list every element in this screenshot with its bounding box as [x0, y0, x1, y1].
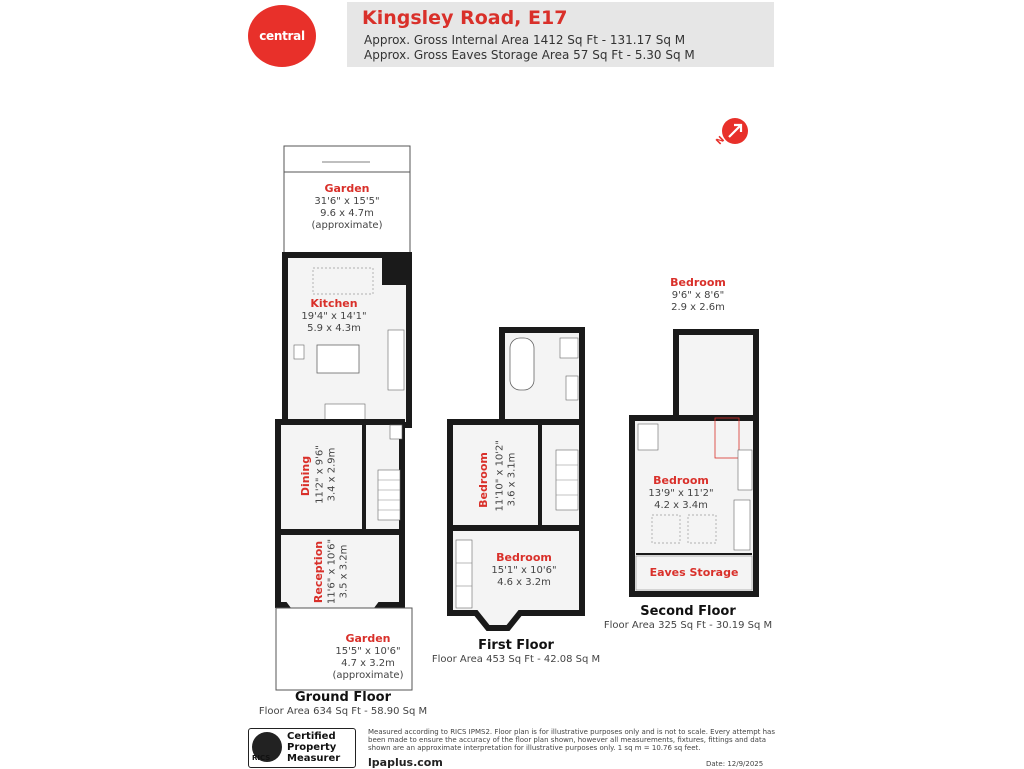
gross-eaves-area: Approx. Gross Eaves Storage Area 57 Sq Ft - 5.30 Sq M [364, 48, 695, 62]
room-dining-metric: 3.4 x 2.9m [326, 447, 338, 502]
rics-wordmark: RICS [252, 754, 271, 762]
gross-internal-area: Approx. Gross Internal Area 1412 Sq Ft - 131.17 Sq M [364, 33, 686, 47]
rics-line-3: Measurer [287, 753, 341, 764]
room-bedroom-second-main-metric: 4.2 x 3.4m [654, 500, 708, 511]
room-dining-imperial: 11'2" x 9'6" [314, 445, 326, 504]
property-title: Kingsley Road, E17 [362, 7, 568, 29]
room-bedroom-second-top-imperial: 9'6" x 8'6" [671, 290, 725, 301]
plan-date: Date: 12/9/2025 [706, 760, 764, 768]
rics-line-1: Certified [287, 731, 336, 742]
room-bedroom-second-top-name: Bedroom [670, 276, 726, 289]
room-bedroom-second-top-metric: 2.9 x 2.6m [671, 302, 725, 313]
room-garden-rear-imperial: 31'6" x 15'5" [314, 196, 380, 207]
room-reception-imperial: 11'6" x 10'6" [326, 538, 338, 605]
ground-floor-area: Floor Area 634 Sq Ft - 58.90 Sq M [258, 706, 428, 717]
rics-certified-text [287, 731, 340, 764]
room-garden-front-metric: 4.7 x 3.2m [341, 658, 395, 669]
first-floor-area: Floor Area 453 Sq Ft - 42.08 Sq M [431, 654, 601, 665]
room-bedroom-first-front-name: Bedroom [496, 551, 552, 564]
room-bedroom-first-rear-metric: 3.6 x 3.1m [506, 452, 518, 507]
ground-floor-title: Ground Floor [295, 690, 391, 705]
room-garden-front-note: (approximate) [332, 670, 404, 681]
room-bedroom-first-front-metric: 4.6 x 3.2m [497, 577, 551, 588]
rics-line-2: Property [287, 742, 337, 753]
north-letter: N [714, 134, 727, 148]
room-bedroom-first-rear-imperial: 11'10" x 10'2" [494, 439, 506, 512]
room-bedroom-first-rear-name: Bedroom [477, 452, 490, 508]
room-kitchen-imperial: 19'4" x 14'1" [301, 311, 367, 322]
disclaimer-text: Measured according to RICS IPMS2. Floor plan is for illustrative purposes only and is not to scale. Every attempt has been made to ensure the accuracy of the floor plan shown, however all measurements, fixtures, fittings and data shown are an approximate interpretation for illustrative purposes only. 1 sq m = 10.76 sq feet. [368, 728, 775, 752]
room-bedroom-first-front-imperial: 15'1" x 10'6" [491, 565, 557, 576]
room-reception-metric: 3.5 x 3.2m [338, 544, 350, 599]
room-garden-rear-metric: 9.6 x 4.7m [320, 208, 374, 219]
room-dining-name: Dining [299, 455, 312, 497]
room-garden-front-imperial: 15'5" x 10'6" [335, 646, 401, 657]
room-garden-front-name: Garden [345, 632, 391, 645]
room-bedroom-second-main-imperial: 13'9" x 11'2" [648, 488, 714, 499]
second-floor-title: Second Floor [640, 604, 736, 619]
second-floor-area: Floor Area 325 Sq Ft - 30.19 Sq M [603, 620, 773, 631]
room-garden-rear-name: Garden [324, 182, 370, 195]
room-reception-name: Reception [312, 540, 325, 604]
room-eaves-storage-name: Eaves Storage [649, 566, 739, 579]
room-bedroom-second-main-name: Bedroom [653, 474, 709, 487]
second-floor-plan [632, 332, 756, 594]
website-link[interactable]: lpaplus.com [368, 756, 443, 769]
first-floor-title: First Floor [478, 638, 554, 653]
room-kitchen-name: Kitchen [310, 297, 358, 310]
logo-text: central [259, 29, 305, 43]
room-garden-rear-note: (approximate) [311, 220, 383, 231]
room-kitchen-metric: 5.9 x 4.3m [307, 323, 361, 334]
